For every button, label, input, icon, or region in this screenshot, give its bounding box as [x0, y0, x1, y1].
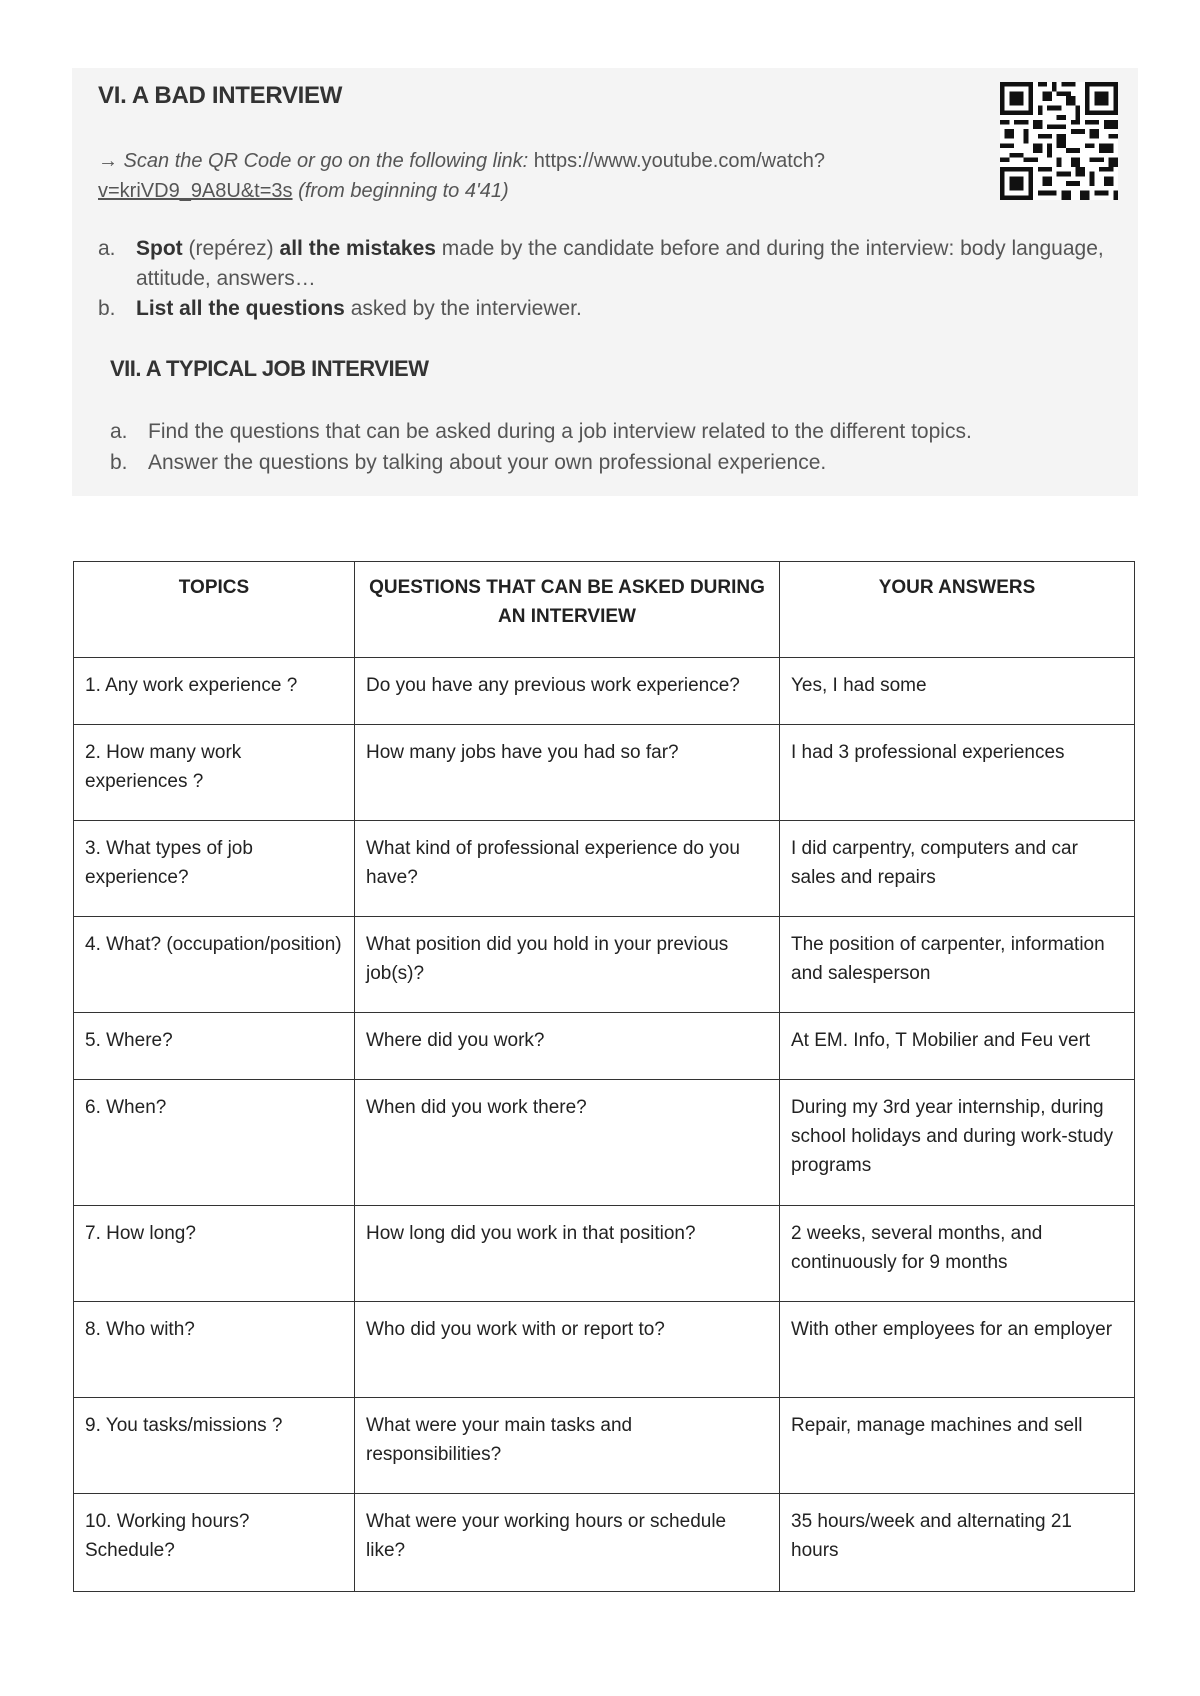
task-letter: b.: [98, 297, 116, 320]
topic-cell: 2. How many work experiences ?: [74, 725, 355, 821]
table-row: [74, 1080, 1135, 1206]
question-cell: Do you have any previous work experience?: [355, 658, 780, 725]
task-item-list-questions: [98, 294, 1118, 324]
section-title-bad-interview: VI. A BAD INTERVIEW: [98, 82, 343, 109]
topic-cell: 10. Working hours? Schedule?: [74, 1494, 355, 1592]
question-cell: What were your main tasks and responsibilities?: [355, 1398, 780, 1494]
table-row: [74, 725, 1135, 821]
answer-cell[interactable]: Repair, manage machines and sell: [780, 1398, 1135, 1494]
question-cell: Where did you work?: [355, 1013, 780, 1080]
task-letter: a.: [98, 237, 116, 260]
question-cell: Who did you work with or report to?: [355, 1302, 780, 1398]
answer-cell[interactable]: With other employees for an employer: [780, 1302, 1135, 1398]
task-text: Find the questions that can be asked during a job interview related to the different topics.: [148, 420, 972, 443]
task-text: Answer the questions by talking about your own professional experience.: [148, 451, 827, 474]
task-text: made by the candidate before and during the interview: body language, attitude, answers…: [136, 237, 1104, 290]
question-cell: What were your working hours or schedule like?: [355, 1494, 780, 1592]
topic-cell: 6. When?: [74, 1080, 355, 1206]
task-letter: b.: [110, 451, 128, 474]
task-item-spot-mistakes: [98, 234, 1118, 294]
task-text: asked by the interviewer.: [344, 297, 582, 320]
task-bold: List all the questions: [136, 297, 345, 320]
topic-cell: 3. What types of job experience?: [74, 821, 355, 917]
header-questions: QUESTIONS THAT CAN BE ASKED DURING AN INTERVIEW: [355, 562, 780, 658]
question-cell: When did you work there?: [355, 1080, 780, 1206]
answer-cell[interactable]: I did carpentry, computers and car sales and repairs: [780, 821, 1135, 917]
topic-cell: 8. Who with?: [74, 1302, 355, 1398]
task-text: (repérez): [182, 237, 280, 260]
answer-cell[interactable]: I had 3 professional experiences: [780, 725, 1135, 821]
table-row: [74, 1206, 1135, 1302]
scan-instruction: [98, 146, 948, 206]
table-row: [74, 1398, 1135, 1494]
question-cell: What position did you hold in your previous job(s)?: [355, 917, 780, 1013]
interview-table: [73, 561, 1135, 1592]
table-header-row: [74, 562, 1135, 658]
answer-cell[interactable]: The position of carpenter, information and salesperson: [780, 917, 1135, 1013]
topic-cell: 5. Where?: [74, 1013, 355, 1080]
question-cell: How long did you work in that position?: [355, 1206, 780, 1302]
table-row: [74, 1302, 1135, 1398]
table-row: [74, 658, 1135, 725]
table-row: [74, 917, 1135, 1013]
question-cell: How many jobs have you had so far?: [355, 725, 780, 821]
question-cell: What kind of professional experience do you have?: [355, 821, 780, 917]
typical-interview-tasks: [110, 416, 1120, 478]
section-title-typical-interview: VII. A TYPICAL JOB INTERVIEW: [110, 356, 429, 381]
answer-cell[interactable]: 35 hours/week and alternating 21 hours: [780, 1494, 1135, 1592]
answer-cell[interactable]: During my 3rd year internship, during school holidays and during work-study programs: [780, 1080, 1135, 1206]
topic-cell: 9. You tasks/missions ?: [74, 1398, 355, 1494]
qr-code-icon[interactable]: [1000, 82, 1118, 200]
table-row: [74, 1013, 1135, 1080]
scan-suffix: (from beginning to 4'41): [292, 180, 509, 202]
task-bold: all the mistakes: [279, 237, 436, 260]
answer-cell[interactable]: Yes, I had some: [780, 658, 1135, 725]
topic-cell: 4. What? (occupation/position): [74, 917, 355, 1013]
task-item-find-questions: [110, 416, 1120, 447]
video-link-part2[interactable]: v=kriVD9_9A8U&t=3s: [98, 180, 293, 202]
scan-prefix: → Scan the QR Code or go on the following link:: [98, 150, 534, 172]
table-row: [74, 821, 1135, 917]
topic-cell: 7. How long?: [74, 1206, 355, 1302]
header-topics: TOPICS: [74, 562, 355, 658]
task-bold: Spot: [136, 237, 183, 260]
task-item-answer-questions: [110, 447, 1120, 478]
answer-cell[interactable]: At EM. Info, T Mobilier and Feu vert: [780, 1013, 1135, 1080]
table-row: [74, 1494, 1135, 1592]
task-letter: a.: [110, 420, 128, 443]
bad-interview-tasks: [98, 234, 1118, 324]
answer-cell[interactable]: 2 weeks, several months, and continuously for 9 months: [780, 1206, 1135, 1302]
video-link-part1[interactable]: https://www.youtube.com/watch?: [533, 150, 826, 172]
header-answers: YOUR ANSWERS: [780, 562, 1135, 658]
topic-cell: 1. Any work experience ?: [74, 658, 355, 725]
